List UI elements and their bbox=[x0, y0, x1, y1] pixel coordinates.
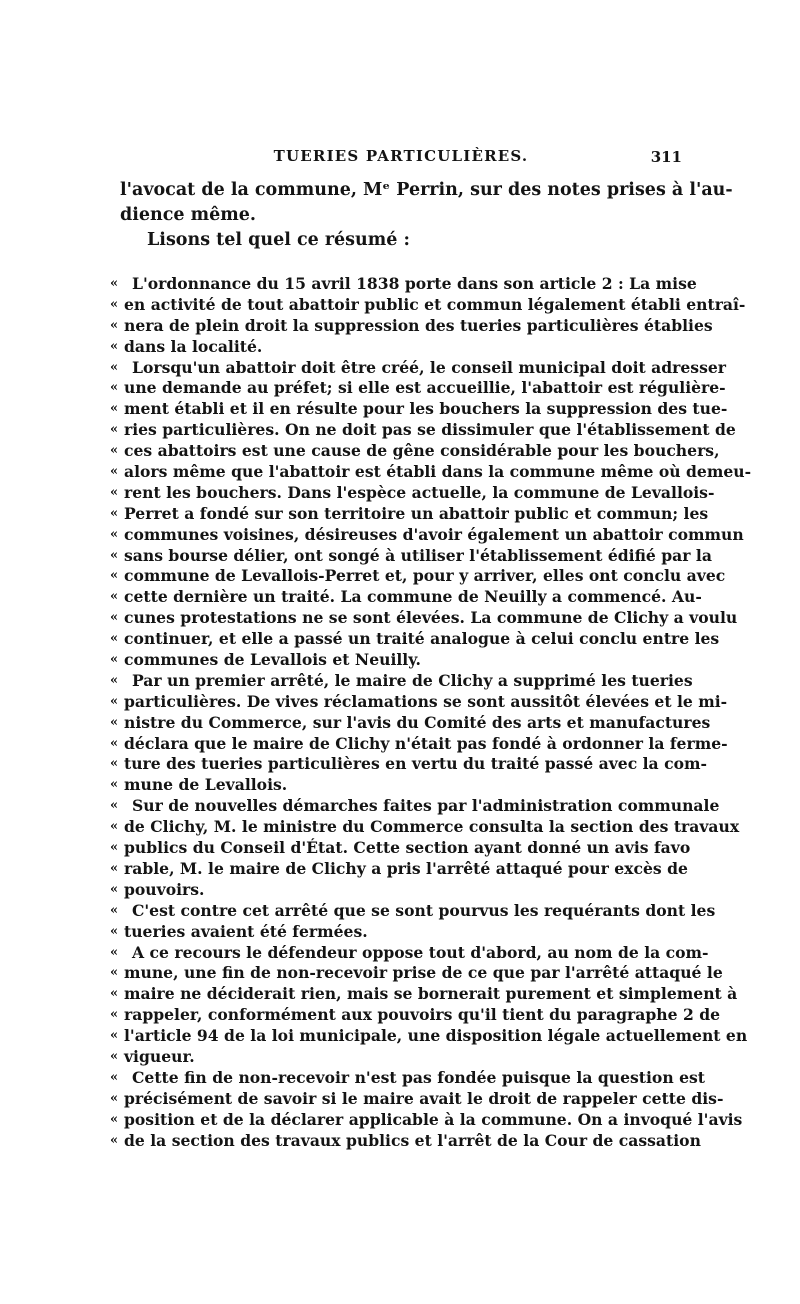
quote-line bbox=[110, 838, 691, 859]
quote-line bbox=[110, 691, 728, 713]
quote-line bbox=[110, 524, 744, 546]
quote-line bbox=[110, 629, 720, 650]
quote-line bbox=[110, 315, 713, 337]
quote-line-text: ment établi et il en résulte pour les bouchers la suppression des tue- bbox=[124, 399, 728, 419]
quote-mark: « bbox=[110, 443, 119, 459]
quote-line bbox=[110, 1005, 721, 1026]
quote-mark: « bbox=[110, 568, 119, 584]
quote-line-text: Sur de nouvelles démarches faites par l'administration communale bbox=[132, 796, 720, 816]
lead-line: dience même. bbox=[120, 205, 257, 225]
quote-mark: « bbox=[110, 798, 119, 814]
quote-line-text: précisément de savoir si le maire avait le droit de rappeler cette dis- bbox=[124, 1088, 724, 1108]
quote-mark: « bbox=[110, 464, 119, 480]
quote-line-text: C'est contre cet arrêté que se sont pourvus les requérants dont les bbox=[132, 900, 716, 920]
lead-paragraph bbox=[120, 178, 733, 253]
quote-line-text: ries particulières. On ne doit pas se dissimuler que l'établissement de bbox=[124, 420, 736, 440]
quote-line-text: A ce recours le défendeur oppose tout d'abord, au nom de la com- bbox=[132, 942, 709, 962]
quote-line-text: particulières. De vives réclamations se sont aussitôt élevées et le mi- bbox=[124, 691, 728, 711]
quote-line-text: mune de Levallois. bbox=[124, 775, 288, 795]
quote-line bbox=[110, 274, 697, 295]
quote-line bbox=[110, 1109, 743, 1131]
quote-mark: « bbox=[110, 672, 119, 688]
quote-line bbox=[110, 817, 740, 838]
quote-mark: « bbox=[110, 484, 119, 500]
quote-line bbox=[110, 608, 738, 629]
quote-line bbox=[110, 545, 712, 567]
quote-line bbox=[110, 942, 709, 964]
quote-mark: « bbox=[110, 986, 119, 1002]
quote-mark: « bbox=[110, 505, 119, 521]
quote-line-text: communes de Levallois et Neuilly. bbox=[124, 650, 421, 670]
quote-line-text: dans la localité. bbox=[124, 336, 263, 356]
quote-mark: « bbox=[110, 1028, 119, 1044]
quote-line bbox=[110, 754, 707, 775]
quote-line bbox=[110, 462, 752, 483]
quote-line-text: pouvoirs. bbox=[124, 879, 205, 899]
lead-line: l'avocat de la commune, Mᵉ Perrin, sur des notes prises à l'au- bbox=[120, 180, 733, 200]
quote-line bbox=[110, 1026, 748, 1047]
quote-mark: « bbox=[110, 338, 119, 354]
quote-line bbox=[110, 1130, 701, 1152]
quote-mark: « bbox=[110, 881, 119, 897]
quote-mark: « bbox=[110, 1132, 119, 1148]
quote-line bbox=[110, 587, 702, 608]
quote-line bbox=[110, 775, 682, 796]
quote-line-text: déclara que le maire de Clichy n'était pas fondé à ordonner la ferme- bbox=[124, 733, 728, 753]
quote-line-text: une demande au préfet; si elle est accueillie, l'abattoir est régulière- bbox=[124, 378, 726, 398]
quote-mark: « bbox=[110, 380, 119, 396]
quote-mark: « bbox=[110, 401, 119, 417]
running-head bbox=[120, 147, 682, 171]
quote-line-text: ces abattoirs est une cause de gêne considérable pour les bouchers, bbox=[124, 441, 720, 461]
quote-mark: « bbox=[110, 359, 119, 375]
quote-line-text: nera de plein droit la suppression des tueries particulières établies bbox=[124, 315, 713, 335]
quote-mark: « bbox=[110, 547, 119, 563]
running-title: TUERIES PARTICULIÈRES. bbox=[273, 147, 529, 165]
quote-mark: « bbox=[110, 1090, 119, 1106]
quote-mark: « bbox=[110, 1069, 119, 1085]
quote-mark: « bbox=[110, 735, 119, 751]
quote-mark: « bbox=[110, 902, 119, 918]
quote-line bbox=[110, 566, 726, 587]
quote-line bbox=[110, 503, 709, 525]
quote-line-text: Cette fin de non-recevoir n'est pas fondée puisque la question est bbox=[132, 1067, 705, 1087]
lead-line: Lisons tel quel ce résumé : bbox=[147, 230, 410, 250]
quote-mark: « bbox=[110, 422, 119, 438]
quote-mark: « bbox=[110, 714, 119, 730]
quote-line bbox=[110, 1088, 724, 1110]
quote-line-text: maire ne déciderait rien, mais se bornerait purement et simplement à bbox=[124, 984, 738, 1004]
quote-line bbox=[110, 337, 682, 358]
quote-mark: « bbox=[110, 610, 119, 626]
quote-line bbox=[110, 1067, 705, 1089]
quote-line bbox=[110, 1047, 682, 1068]
quote-line bbox=[110, 650, 682, 671]
quote-line-text: nistre du Commerce, sur l'avis du Comité des arts et manufactures bbox=[124, 712, 711, 732]
quote-line bbox=[110, 441, 720, 462]
quote-mark: « bbox=[110, 756, 119, 772]
quote-line-text: position et de la déclarer applicable à la commune. On a invoqué l'avis bbox=[124, 1109, 743, 1129]
quote-mark: « bbox=[110, 860, 119, 876]
quote-mark: « bbox=[110, 276, 119, 291]
quote-mark: « bbox=[110, 1048, 119, 1064]
quote-line-text: vigueur. bbox=[124, 1046, 195, 1066]
quote-mark: « bbox=[110, 317, 119, 333]
page-number: 311 bbox=[650, 148, 682, 166]
quote-line-text: l'article 94 de la loi municipale, une disposition légale actuellement en bbox=[124, 1026, 748, 1046]
quote-line-text: tueries avaient été fermées. bbox=[124, 921, 368, 941]
quote-line-text: cunes protestations ne se sont élevées. La commune de Clichy a voulu bbox=[124, 608, 738, 628]
quote-line-text: Par un premier arrêté, le maire de Clichy a supprimé les tueries bbox=[132, 670, 693, 690]
quote-line-text: de la section des travaux publics et l'arrêt de la Cour de cassation bbox=[124, 1130, 701, 1150]
quote-line bbox=[110, 984, 738, 1005]
quote-mark: « bbox=[110, 840, 119, 856]
quote-mark: « bbox=[110, 965, 119, 981]
quote-line bbox=[110, 712, 711, 734]
quote-line-text: continuer, et elle a passé un traité analogue à celui conclu entre les bbox=[124, 629, 720, 649]
quote-line-text: publics du Conseil d'État. Cette section ayant donné un avis favo bbox=[124, 838, 691, 858]
quote-line bbox=[110, 963, 723, 984]
quote-line-text: Lorsqu'un abattoir doit être créé, le conseil municipal doit adresser bbox=[132, 357, 726, 377]
quote-mark: « bbox=[110, 589, 119, 605]
quote-mark: « bbox=[110, 1111, 119, 1127]
quote-line bbox=[110, 420, 736, 441]
quote-mark: « bbox=[110, 944, 119, 960]
quote-line-text: en activité de tout abattoir public et commun légalement établi entraî- bbox=[124, 294, 746, 314]
quote-line-text: de Clichy, M. le ministre du Commerce consulta la section des travaux bbox=[124, 817, 740, 837]
quote-line-text: rappeler, conformément aux pouvoirs qu'il tient du paragraphe 2 de bbox=[124, 1005, 721, 1025]
quote-line-text: rable, M. le maire de Clichy a pris l'arrêté attaqué pour excès de bbox=[124, 858, 688, 878]
quoted-summary bbox=[110, 274, 752, 1151]
quote-line-text: mune, une fin de non-recevoir prise de ce que par l'arrêté attaqué le bbox=[124, 963, 723, 983]
quote-mark: « bbox=[110, 819, 119, 835]
quote-line bbox=[110, 733, 728, 755]
quote-mark: « bbox=[110, 777, 119, 793]
quote-line-text: sans bourse délier, ont songé à utiliser l'établissement édifié par la bbox=[124, 545, 712, 565]
quote-line bbox=[110, 880, 682, 901]
quote-line bbox=[110, 670, 693, 692]
quote-line bbox=[110, 796, 720, 817]
quote-line bbox=[110, 357, 726, 379]
quote-mark: « bbox=[110, 296, 119, 312]
quote-line-text: cette dernière un traité. La commune de Neuilly a commencé. Au- bbox=[124, 587, 702, 607]
quote-line-text: commune de Levallois-Perret et, pour y arriver, elles ont conclu avec bbox=[124, 566, 726, 586]
quote-line bbox=[110, 378, 726, 399]
quote-line bbox=[110, 399, 728, 420]
quote-mark: « bbox=[110, 652, 119, 668]
quote-line-text: Perret a fondé sur son territoire un abattoir public et commun; les bbox=[124, 503, 709, 523]
quote-mark: « bbox=[110, 1007, 119, 1023]
quote-mark: « bbox=[110, 631, 119, 647]
quote-line-text: L'ordonnance du 15 avril 1838 porte dans son article 2 : La mise bbox=[132, 274, 697, 293]
quote-line-text: ture des tueries particulières en vertu du traité passé avec la com- bbox=[124, 754, 707, 774]
quote-line bbox=[110, 482, 715, 504]
quote-line bbox=[110, 858, 688, 880]
quote-mark: « bbox=[110, 526, 119, 542]
quote-mark: « bbox=[110, 693, 119, 709]
quote-mark: « bbox=[110, 923, 119, 939]
quote-line bbox=[110, 294, 746, 316]
quote-line-text: communes voisines, désireuses d'avoir également un abattoir commun bbox=[124, 524, 744, 544]
quote-line bbox=[110, 922, 682, 943]
quote-line-text: alors même que l'abattoir est établi dans la commune même où demeu- bbox=[124, 462, 752, 482]
quote-line-text: rent les bouchers. Dans l'espèce actuelle, la commune de Levallois- bbox=[124, 482, 715, 502]
quote-line bbox=[110, 900, 716, 922]
